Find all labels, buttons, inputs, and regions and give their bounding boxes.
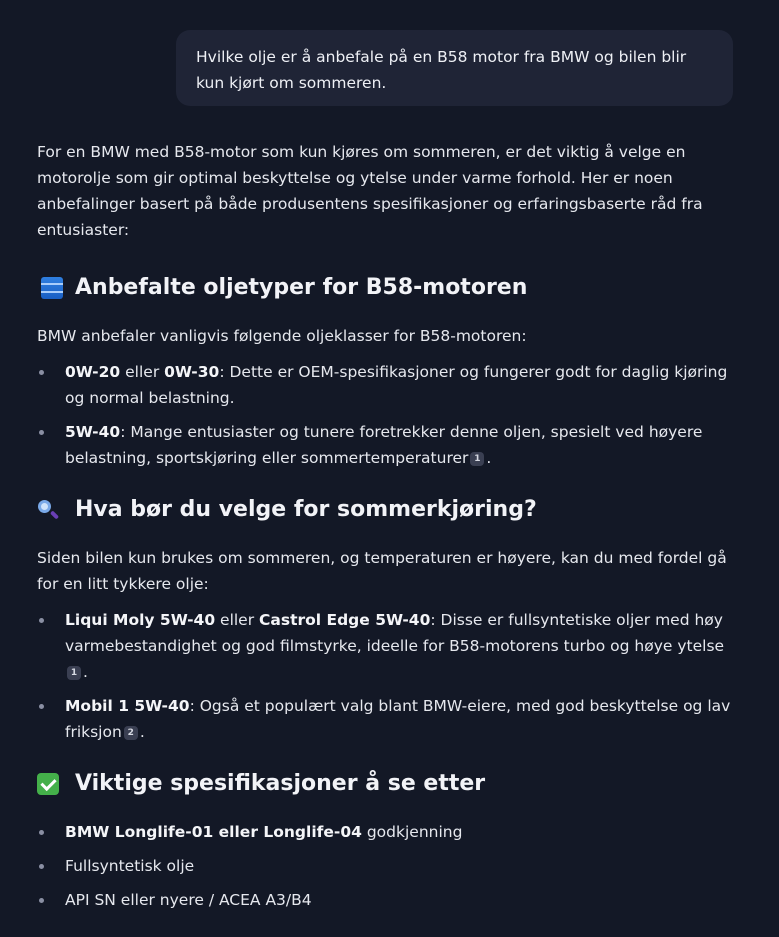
section-title: Hva bør du velge for sommerkjøring? xyxy=(75,497,537,522)
list-text: . xyxy=(486,449,492,467)
list-text: : Dette er OEM-spesifikasjoner og fungerer godt for daglig kjøring og normal belastning. xyxy=(65,363,728,407)
list-item xyxy=(37,693,737,745)
user-message-text: Hvilke olje er å anbefale på en B58 motor fra BMW og bilen blir kun kjørt om sommeren. xyxy=(196,48,687,92)
magnifying-glass-icon xyxy=(37,499,59,521)
list-text: . xyxy=(139,723,145,741)
list-text: Fullsyntetisk olje xyxy=(65,857,195,875)
bullet-list xyxy=(37,607,737,745)
assistant-response xyxy=(37,139,737,937)
list-item xyxy=(37,853,737,879)
list-text: godkjenning xyxy=(361,823,463,841)
bold-term: Castrol Edge 5W-40 xyxy=(259,611,431,629)
list-text: . xyxy=(83,663,88,681)
bullet-list xyxy=(37,819,737,913)
section-heading-oil-types xyxy=(37,273,737,303)
list-item xyxy=(37,819,737,845)
intro-paragraph: For en BMW med B58-motor som kun kjøres om sommeren, er det viktig å velge en motorolje som gir optimal beskyttelse og ytelse under varme forhold. Her er noen anbefalinger basert på både produsentens spesifikasjoner og erfaringsbaserte råd fra entusiaster: xyxy=(37,143,703,239)
list-item xyxy=(37,419,737,471)
list-item xyxy=(37,359,737,411)
citation-badge[interactable]: 2 xyxy=(124,726,138,740)
bold-term: 0W-20 xyxy=(65,363,121,381)
section-title: Viktige spesifikasjoner å se etter xyxy=(75,771,486,796)
list-text: eller xyxy=(215,611,260,629)
bold-term: Mobil 1 5W-40 xyxy=(65,697,190,715)
citation-badge[interactable]: 1 xyxy=(67,666,81,680)
user-message-bubble xyxy=(176,30,733,106)
section-lead: Siden bilen kun brukes om sommeren, og temperaturen er høyere, kan du med fordel gå for en litt tykkere olje: xyxy=(37,549,727,593)
list-text: : Disse er fullsyntetiske oljer med høy varmebestandighet og god filmstyrke, ideelle for B58-motorens turbo og høye ytelse xyxy=(65,611,725,655)
citation-badge[interactable]: 1 xyxy=(470,452,484,466)
oil-barrel-icon xyxy=(41,277,63,299)
list-text: : Også et populært valg blant BMW-eiere, med god beskyttelse og lav friksjon xyxy=(65,697,731,741)
list-text: API SN eller nyere / ACEA A3/B4 xyxy=(65,891,312,909)
section-heading-summer xyxy=(37,495,737,525)
list-item xyxy=(37,887,737,913)
check-mark-icon xyxy=(37,773,59,795)
list-text: : Mange entusiaster og tunere foretrekker denne oljen, spesielt ved høyere belastning, sportskjøring eller sommertemperaturer xyxy=(65,423,703,467)
bullet-list xyxy=(37,359,737,471)
section-heading-specs xyxy=(37,769,737,799)
list-item xyxy=(37,607,737,685)
section-title: Anbefalte oljetyper for B58-motoren xyxy=(75,275,528,300)
bold-term: 5W-40 xyxy=(65,423,121,441)
section-lead: BMW anbefaler vanligvis følgende oljeklasser for B58-motoren: xyxy=(37,327,527,345)
bold-term: 0W-30 xyxy=(164,363,220,381)
bold-term: Liqui Moly 5W-40 xyxy=(65,611,216,629)
list-text: eller xyxy=(120,363,165,381)
bold-term: BMW Longlife-01 eller Longlife-04 xyxy=(65,823,362,841)
